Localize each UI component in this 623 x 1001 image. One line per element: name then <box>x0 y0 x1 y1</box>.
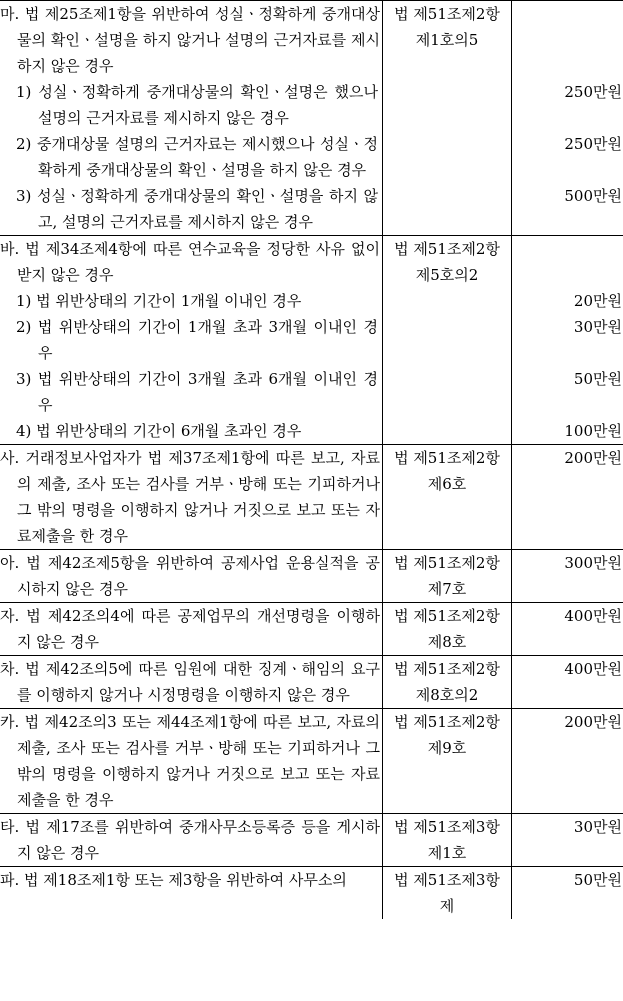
fine-amount: 30만원 <box>573 318 622 336</box>
violation-text: 1) 법 위반상태의 기간이 1개월 이내인 경우 <box>16 292 302 310</box>
fine-amount: 200만원 <box>564 449 622 467</box>
fine-amount: 400만원 <box>564 660 622 678</box>
violation-text: 3) 법 위반상태의 기간이 3개월 초과 6개월 이내인 경우 <box>16 370 378 414</box>
violation-text: 타. 법 제17조를 위반하여 중개사무소등록증 등을 게시하지 않은 경우 <box>0 818 380 862</box>
table-row <box>0 867 623 920</box>
violation-text: 3) 성실ㆍ정확하게 중개대상물의 확인ㆍ설명을 하지 않고, 설명의 근거자료를 제시하지 않은 경우 <box>16 187 378 231</box>
table-row <box>0 550 623 603</box>
table-row <box>0 288 623 314</box>
table-row <box>0 314 623 366</box>
violation-text: 자. 법 제42조의4에 따른 공제업무의 개선명령을 이행하지 않은 경우 <box>0 607 380 651</box>
table-row <box>0 445 623 550</box>
table-row <box>0 814 623 867</box>
table-row <box>0 131 623 183</box>
table-row <box>0 1 623 80</box>
law-reference: 법 제51조제3항제 <box>394 871 500 915</box>
fine-amount: 50만원 <box>573 370 622 388</box>
fine-amount: 20만원 <box>573 292 622 310</box>
law-reference: 법 제51조제2항제9호 <box>394 713 500 757</box>
violation-text: 마. 법 제25조제1항을 위반하여 성실ㆍ정확하게 중개대상물의 확인ㆍ설명을 하지 않거나 설명의 근거자료를 제시하지 않은 경우 <box>0 5 380 75</box>
violation-text: 2) 법 위반상태의 기간이 1개월 초과 3개월 이내인 경우 <box>16 318 378 362</box>
table-row <box>0 79 623 131</box>
table-row <box>0 709 623 814</box>
table-row <box>0 418 623 445</box>
table-row <box>0 366 623 418</box>
violation-text: 1) 성실ㆍ정확하게 중개대상물의 확인ㆍ설명은 했으나 설명의 근거자료를 제시하지 않은 경우 <box>16 83 378 127</box>
violation-text: 파. 법 제18조제1항 또는 제3항을 위반하여 사무소의 <box>0 871 347 889</box>
fine-amount: 200만원 <box>564 713 622 731</box>
law-reference: 법 제51조제2항제8호의2 <box>394 660 500 704</box>
fine-amount: 250만원 <box>564 83 622 101</box>
violation-text: 바. 법 제34조제4항에 따른 연수교육을 정당한 사유 없이 받지 않은 경우 <box>0 240 380 284</box>
violation-text: 아. 법 제42조제5항을 위반하여 공제사업 운용실적을 공시하지 않은 경우 <box>0 554 380 598</box>
violation-text: 사. 거래정보사업자가 법 제37조제1항에 따른 보고, 자료의 제출, 조사 또는 검사를 거부ㆍ방해 또는 기피하거나 그 밖의 명령을 이행하지 않거나 거짓으로 보고 또는 자료제출을 한 경우 <box>0 449 380 545</box>
law-reference: 법 제51조제2항제8호 <box>394 607 500 651</box>
law-reference: 법 제51조제2항제1호의5 <box>394 5 500 49</box>
law-reference: 법 제51조제3항제1호 <box>394 818 500 862</box>
table-row <box>0 656 623 709</box>
table-row <box>0 236 623 289</box>
law-reference: 법 제51조제2항제6호 <box>394 449 500 493</box>
fine-amount: 30만원 <box>573 818 622 836</box>
violation-text: 카. 법 제42조의3 또는 제44조제1항에 따른 보고, 자료의 제출, 조사 또는 검사를 거부ㆍ방해 또는 기피하거나 그 밖의 명령을 이행하지 않거나 거짓으로 보고 또는 자료제출을 한 경우 <box>0 713 380 809</box>
fine-amount: 100만원 <box>564 422 622 440</box>
fine-amount: 300만원 <box>564 554 622 572</box>
table-row <box>0 603 623 656</box>
fine-amount: 500만원 <box>564 187 622 205</box>
fine-amount: 50만원 <box>573 871 622 889</box>
fine-amount: 400만원 <box>564 607 622 625</box>
table-row <box>0 183 623 236</box>
fine-amount: 250만원 <box>564 135 622 153</box>
violation-text: 4) 법 위반상태의 기간이 6개월 초과인 경우 <box>16 422 302 440</box>
law-reference: 법 제51조제2항제7호 <box>394 554 500 598</box>
law-reference: 법 제51조제2항제5호의2 <box>394 240 500 284</box>
violation-text: 차. 법 제42조의5에 따른 임원에 대한 징계ㆍ해임의 요구를 이행하지 않거나 시정명령을 이행하지 않은 경우 <box>0 660 380 704</box>
violation-text: 2) 중개대상물 설명의 근거자료는 제시했으나 성실ㆍ정확하게 중개대상물의 확인ㆍ설명을 하지 않은 경우 <box>16 135 378 179</box>
